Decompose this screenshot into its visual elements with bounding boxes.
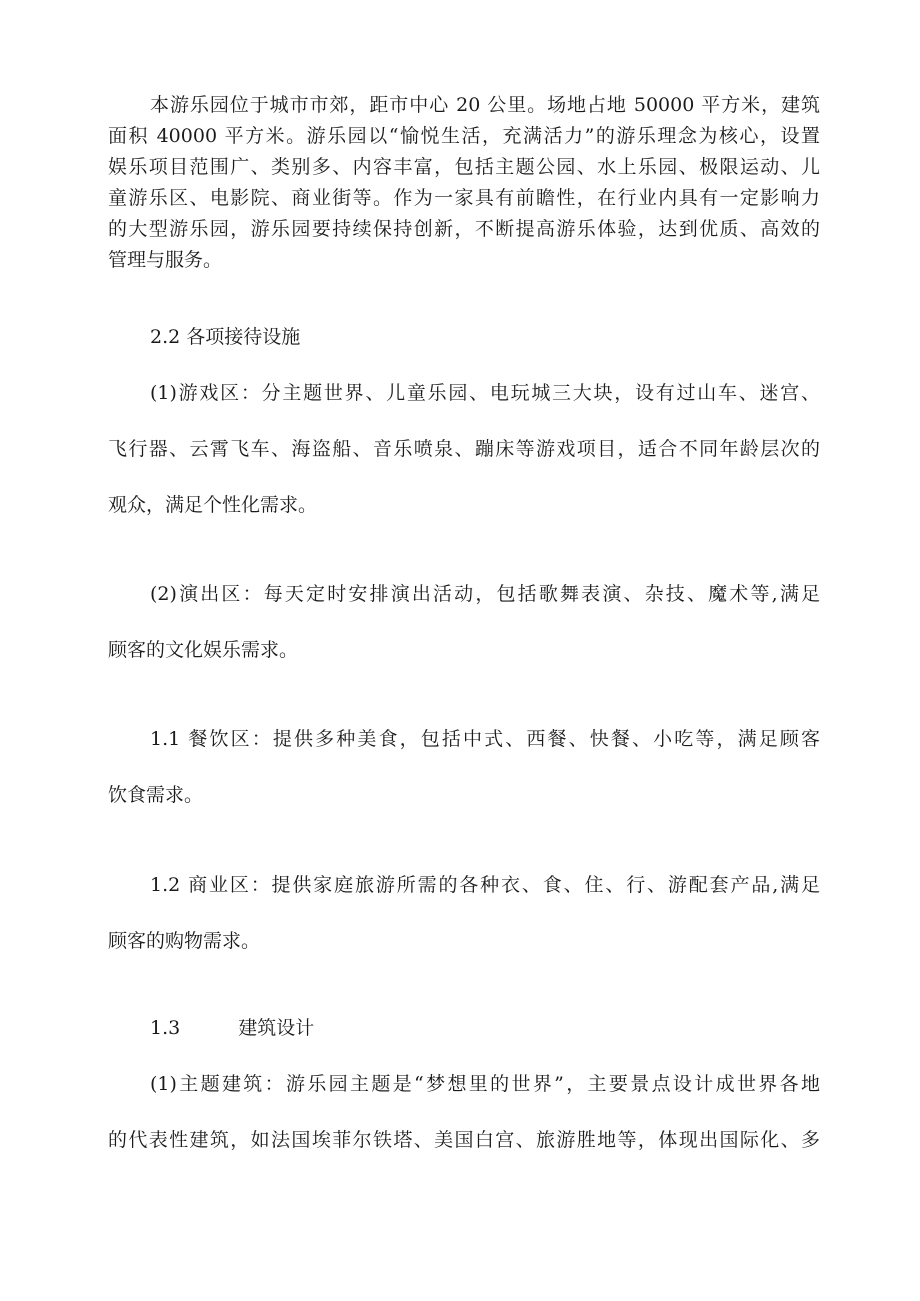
section-heading-2-2: 2.2 各项接待设施 — [150, 326, 301, 348]
intro-line-6: 管理与服务。 — [108, 249, 223, 271]
commercial-area-line-1: 1.2 商业区：提供家庭旅游所需的各种衣、食、住、行、游配套产品,满足 — [150, 874, 820, 896]
commercial-area-line-2: 顾客的购物需求。 — [108, 930, 261, 952]
intro-line-1: 本游乐园位于城市市郊，距市中心 20 公里。场地占地 50000 平方米，建筑 — [150, 94, 820, 116]
game-area-line-2: 飞行器、云霄飞车、海盗船、音乐喷泉、蹦床等游戏项目，适合不同年龄层次的 — [108, 438, 820, 460]
show-area-line-2: 顾客的文化娱乐需求。 — [108, 639, 299, 661]
main-building-line-2: 的代表性建筑，如法国埃菲尔铁塔、美国白宫、旅游胜地等，体现出国际化、多 — [108, 1129, 820, 1151]
section-number: 1.3 — [150, 1017, 181, 1039]
intro-line-5: 的大型游乐园，游乐园要持续保持创新，不断提高游乐体验，达到优质、高效的 — [108, 218, 820, 240]
section-heading-1-3 — [150, 1015, 314, 1041]
dining-area-line-2: 饮食需求。 — [108, 784, 204, 806]
section-title: 建筑设计 — [238, 1017, 315, 1039]
dining-area-line-1: 1.1 餐饮区：提供多种美食，包括中式、西餐、快餐、小吃等，满足顾客 — [150, 728, 820, 750]
show-area-line-1: (2)演出区：每天定时安排演出活动，包括歌舞表演、杂技、魔术等,满足 — [150, 583, 820, 605]
intro-line-2: 面积 40000 平方米。游乐园以“愉悦生活，充满活力”的游乐理念为核心，设置 — [108, 125, 820, 147]
intro-line-3: 娱乐项目范围广、类别多、内容丰富，包括主题公园、水上乐园、极限运动、儿 — [108, 156, 820, 178]
game-area-line-1: (1)游戏区：分主题世界、儿童乐园、电玩城三大块，设有过山车、迷宫、 — [150, 382, 820, 404]
intro-line-4: 童游乐区、电影院、商业街等。作为一家具有前瞻性，在行业内具有一定影响力 — [108, 187, 820, 209]
game-area-line-3: 观众，满足个性化需求。 — [108, 494, 318, 516]
main-building-line-1: (1)主题建筑：游乐园主题是“梦想里的世界”，主要景点设计成世界各地 — [150, 1073, 820, 1095]
